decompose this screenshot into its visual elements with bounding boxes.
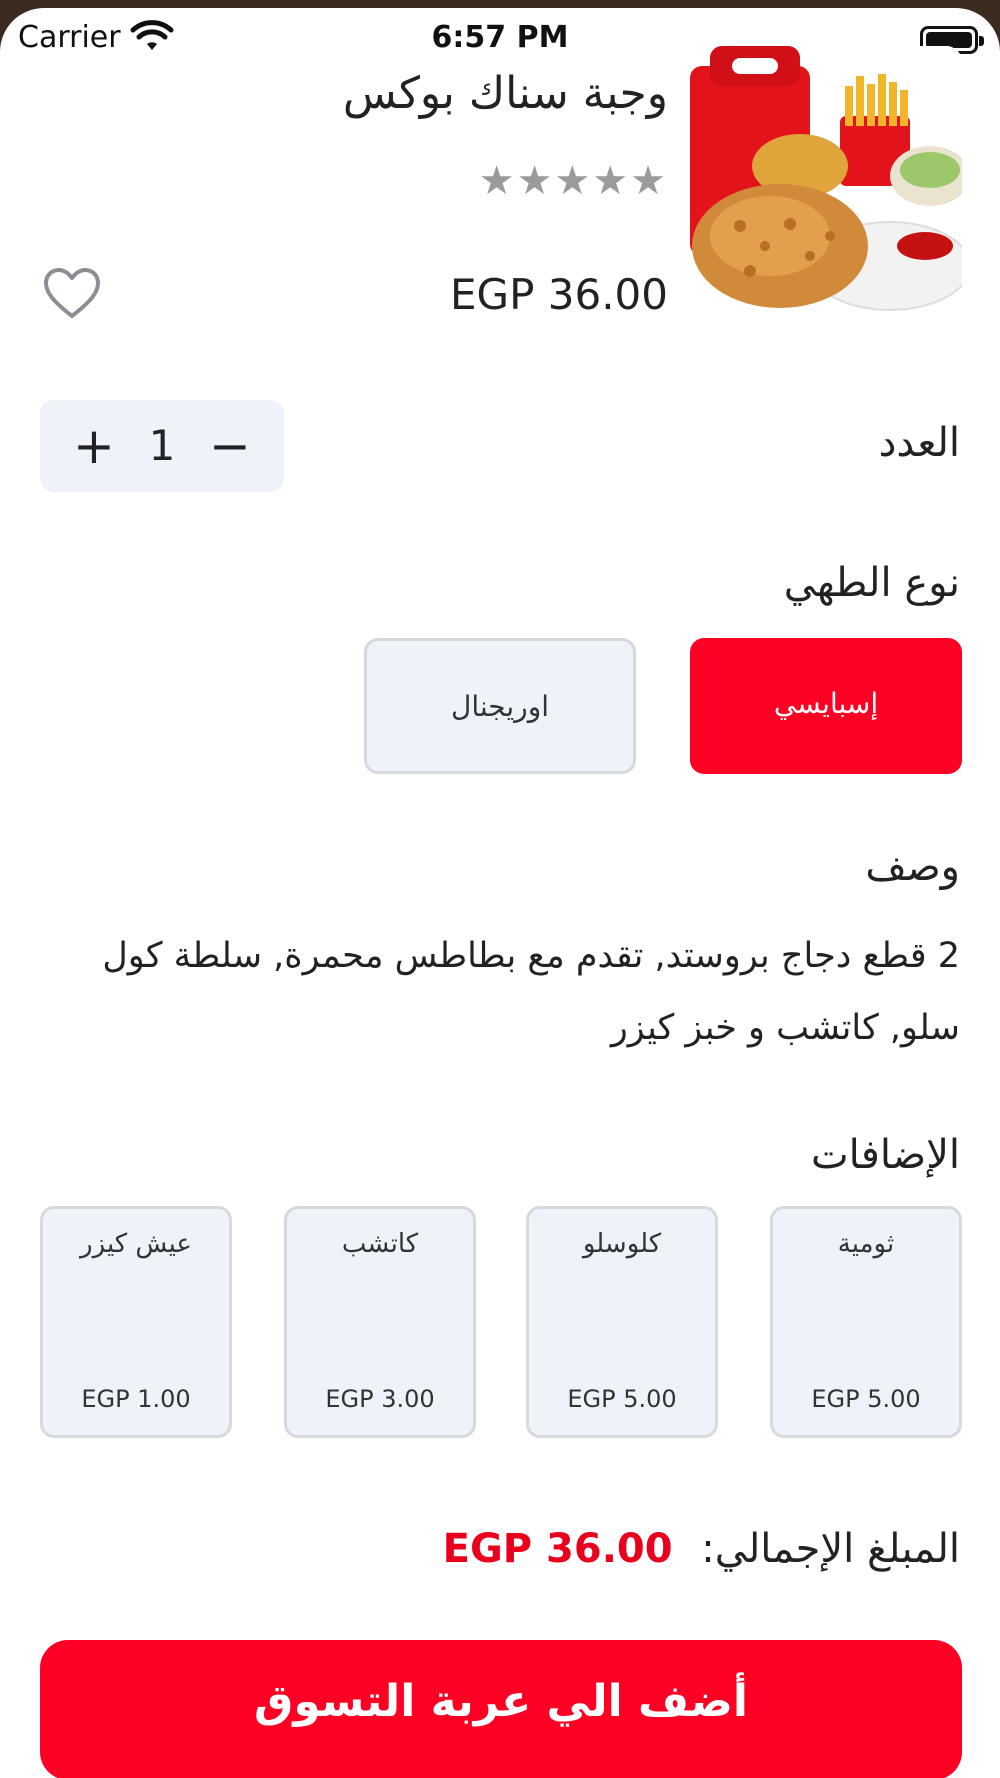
addon-price: EGP 1.00	[81, 1385, 191, 1413]
quantity-value: 1	[148, 421, 176, 470]
addon-card-coleslaw[interactable]	[526, 1206, 718, 1438]
product-image	[690, 46, 962, 316]
quantity-stepper	[40, 400, 284, 492]
description-title: وصف	[865, 844, 960, 890]
quantity-label: العدد	[878, 420, 960, 466]
addon-card-kaiser-bread[interactable]	[40, 1206, 232, 1438]
addon-card-ketchup[interactable]	[284, 1206, 476, 1438]
addon-price: EGP 3.00	[325, 1385, 435, 1413]
rating-stars: ★★★★★	[478, 158, 668, 204]
total-amount: EGP 36.00	[442, 1526, 673, 1572]
addon-price: EGP 5.00	[567, 1385, 677, 1413]
addon-name: كاتشب	[341, 1229, 419, 1259]
addon-name: عيش كيزر	[80, 1229, 192, 1259]
addon-name: ثومية	[837, 1229, 895, 1259]
description-text: 2 قطع دجاج بروستد, تقدم مع بطاطس محمرة, سلطة كول سلو, كاتشب و خبز كيزر	[102, 936, 960, 1048]
clock: 6:57 PM	[431, 20, 569, 55]
addon-name: كلوسلو	[582, 1229, 662, 1259]
total-label: المبلغ الإجمالي:	[701, 1526, 960, 1572]
cooking-option-spicy[interactable]: إسبايسي	[690, 638, 962, 774]
addons-title: الإضافات	[810, 1132, 960, 1178]
heart-icon[interactable]	[42, 266, 102, 322]
increment-button[interactable]: +	[73, 417, 115, 475]
carrier-label: Carrier	[18, 20, 121, 55]
cooking-option-original[interactable]: اوريجنال	[364, 638, 636, 774]
addon-card-garlic[interactable]	[770, 1206, 962, 1438]
product-title: وجبة سناك بوكس	[342, 68, 668, 119]
add-to-cart-button[interactable]: أضف الي عربة التسوق	[40, 1640, 962, 1778]
product-price: EGP 36.00	[450, 270, 668, 319]
decrement-button[interactable]: −	[209, 417, 251, 475]
cooking-type-title: نوع الطهي	[783, 560, 960, 606]
addon-price: EGP 5.00	[811, 1385, 921, 1413]
product-details-screen	[0, 8, 1000, 1778]
total-row	[443, 1526, 960, 1572]
